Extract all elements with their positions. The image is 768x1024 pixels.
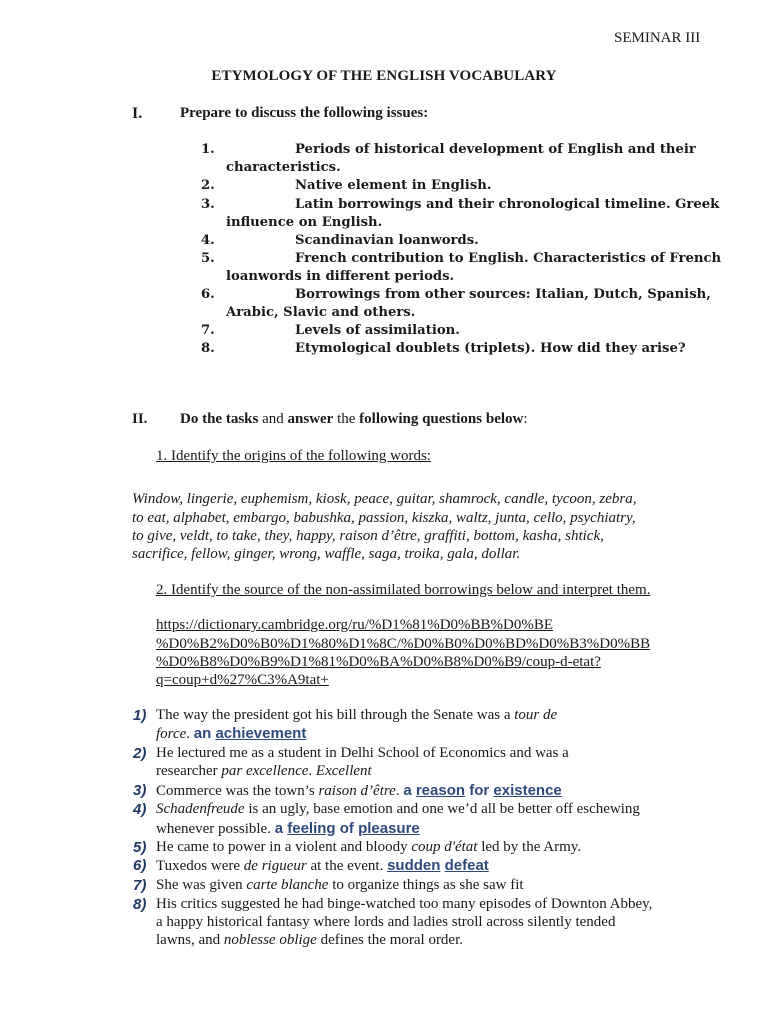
section-2-numeral: II. (132, 411, 148, 427)
issue-text-cont: characteristics. (226, 160, 341, 175)
issue-number: 7. (201, 323, 215, 338)
question-number: 3) (133, 782, 147, 799)
issue-text-cont: loanwords in different periods. (226, 269, 455, 284)
issue-text: Levels of assimilation. (295, 323, 460, 338)
issue-number: 2. (201, 178, 215, 193)
question-number: 8) (133, 896, 147, 913)
question-text-cont: lawns, and noblesse oblige defines the moral order. (156, 932, 464, 948)
question-number: 7) (133, 877, 147, 894)
section-2-heading: Do the tasks and answer the following questions below: (180, 411, 528, 427)
word-list-line: to give, veldt, to take, they, happy, raison d’être, graffiti, bottom, kasha, shtick, (132, 528, 604, 544)
section-1-heading: Prepare to discuss the following issues: (180, 105, 429, 121)
question-text: Schadenfreude is an ugly, base emotion and one we’d all be better off eschewing (156, 801, 640, 817)
page-title: ETYMOLOGY OF THE ENGLISH VOCABULARY (211, 68, 557, 84)
section-1-numeral: I. (132, 105, 143, 122)
answer: a reason for existence (403, 782, 562, 799)
link-line[interactable]: https://dictionary.cambridge.org/ru/%D1%81%D0%BB%D0%BE (156, 617, 554, 633)
task-1-instruction: 1. Identify the origins of the following words: (156, 448, 431, 464)
answer: a feeling of pleasure (274, 820, 420, 837)
question-text: Commerce was the town’s raison d’être. a reason for existence (156, 782, 562, 799)
issue-number: 5. (201, 251, 215, 266)
issue-number: 8. (201, 341, 215, 356)
issue-number: 4. (201, 233, 215, 248)
question-text: His critics suggested he had binge-watched too many episodes of Downton Abbey, (156, 896, 653, 912)
issue-text: Periods of historical development of English and their (295, 142, 696, 157)
question-text: He lectured me as a student in Delhi School of Economics and was a (156, 745, 569, 761)
question-text: Tuxedos were de rigueur at the event. sudden defeat (156, 857, 489, 874)
question-text: She was given carte blanche to organize things as she saw fit (156, 877, 524, 893)
issue-text-cont: Arabic, Slavic and others. (226, 305, 416, 320)
issue-number: 6. (201, 287, 215, 302)
question-number: 5) (133, 839, 147, 856)
question-number: 2) (133, 745, 147, 762)
question-text: The way the president got his bill through the Senate was a tour de (156, 707, 558, 723)
question-text-cont: a happy historical fantasy where lords and ladies stroll across silently tended (156, 914, 616, 930)
question-text-cont: researcher par excellence. Excellent (156, 763, 372, 779)
issue-text: French contribution to English. Characteristics of French (295, 251, 722, 266)
seminar-label: SEMINAR III (614, 30, 701, 46)
answer: sudden defeat (387, 857, 489, 874)
issue-text: Scandinavian loanwords. (295, 233, 479, 248)
issue-text: Native element in English. (295, 178, 492, 193)
answer: Excellent (315, 763, 372, 779)
question-number: 4) (133, 801, 147, 818)
issue-text: Borrowings from other sources: Italian, Dutch, Spanish, (295, 287, 711, 302)
word-list-line: Window, lingerie, euphemism, kiosk, peace, guitar, shamrock, candle, tycoon, zebra, (132, 491, 637, 507)
link-line[interactable]: %D0%B2%D0%B0%D1%80%D1%8C/%D0%B0%D0%BD%D0%B3%D0%BB (156, 636, 651, 652)
issue-text-cont: influence on English. (226, 215, 383, 230)
question-text-cont: whenever possible. a feeling of pleasure (156, 820, 420, 837)
issue-text: Latin borrowings and their chronological timeline. Greek (295, 197, 720, 212)
issue-number: 3. (201, 197, 215, 212)
issue-text: Etymological doublets (triplets). How did they arise? (295, 341, 686, 356)
answer: an achievement (193, 725, 307, 742)
link-line[interactable]: %D0%B8%D0%B9%D1%81%D0%BA%D0%B8%D0%B9/coup-d-etat? (156, 654, 601, 670)
question-text: He came to power in a violent and bloody coup d'état led by the Army. (156, 839, 582, 855)
question-number: 1) (133, 707, 147, 724)
task-2-instruction: 2. Identify the source of the non-assimilated borrowings below and interpret them. (156, 582, 651, 598)
question-number: 6) (133, 857, 147, 874)
issue-number: 1. (201, 142, 215, 157)
word-list-line: to eat, alphabet, embargo, babushka, passion, kiszka, waltz, junta, cello, psychiatry, (132, 510, 636, 526)
word-list-line: sacrifice, fellow, ginger, wrong, waffle, saga, troika, gala, dollar. (132, 546, 521, 562)
question-text-cont: force. an achievement (156, 725, 307, 742)
link-line[interactable]: q=coup+d%27%C3%A9tat+ (156, 672, 329, 688)
